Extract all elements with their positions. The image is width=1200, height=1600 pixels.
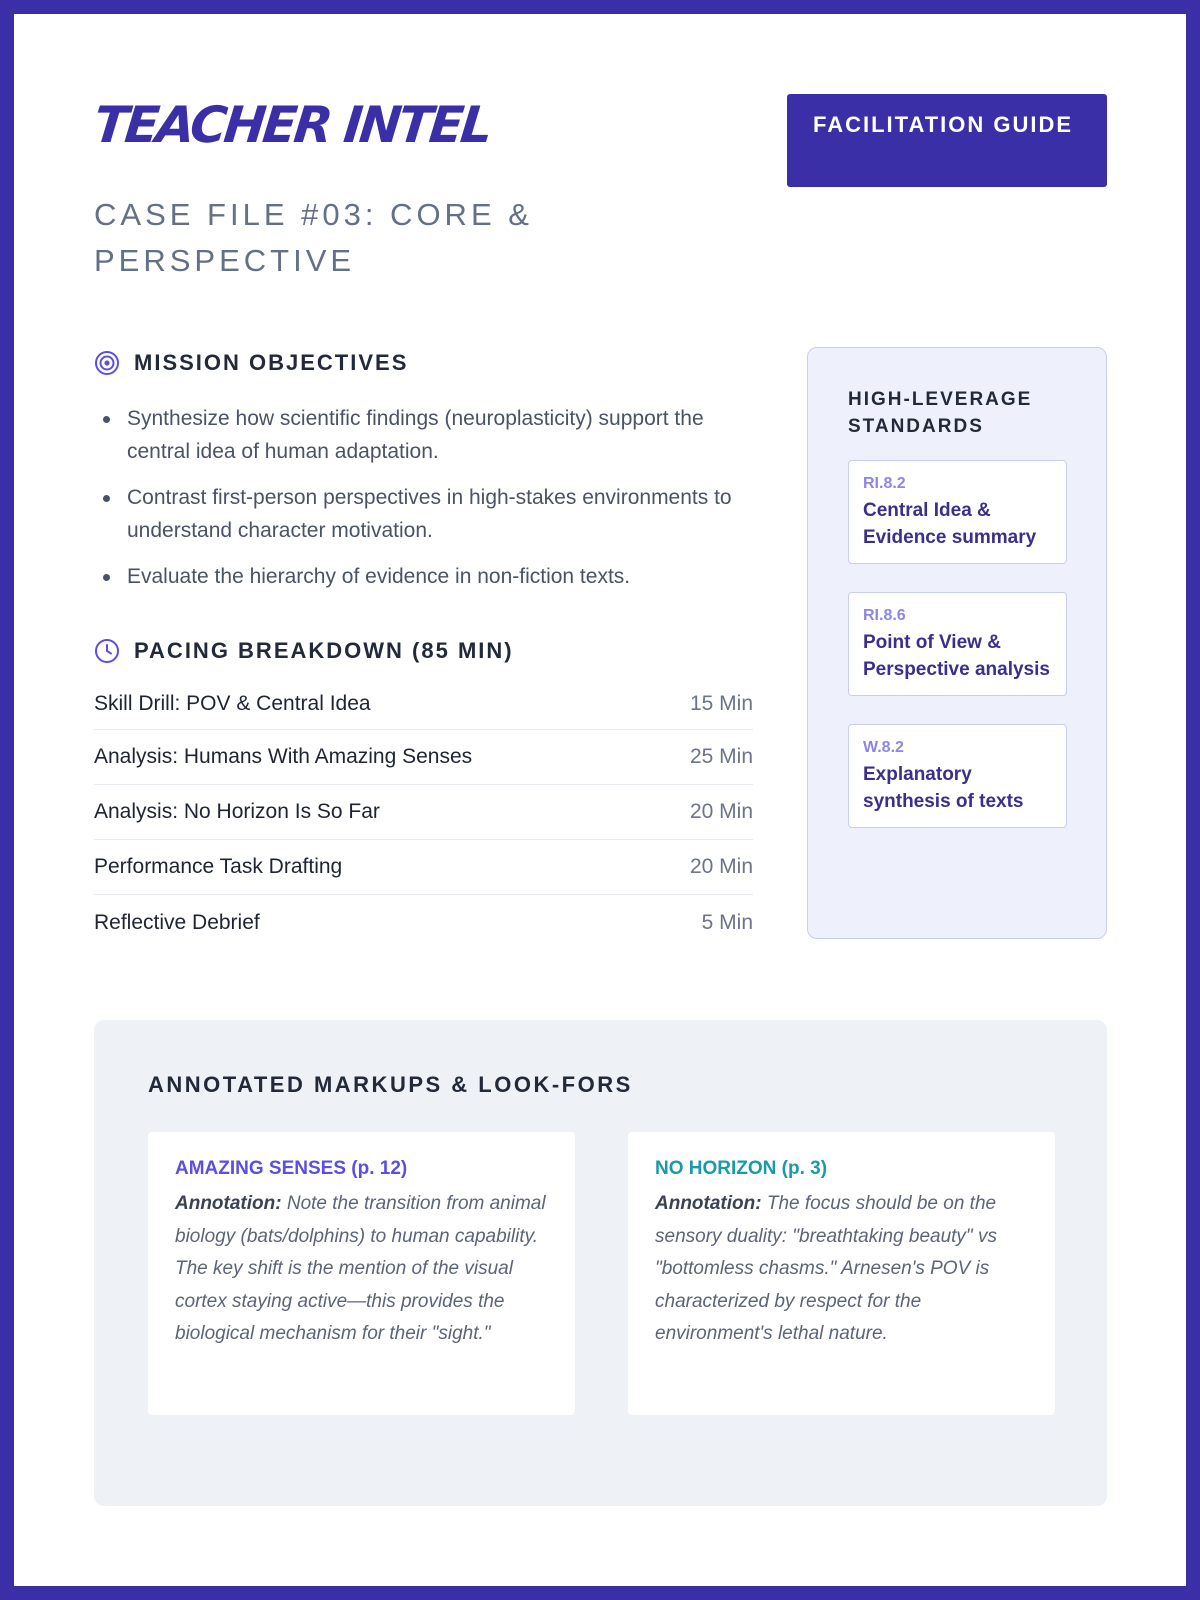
mission-objectives-title: MISSION OBJECTIVES bbox=[134, 350, 409, 375]
pacing-heading bbox=[94, 638, 514, 664]
annotation-label: Annotation: bbox=[175, 1193, 282, 1214]
pacing-activity: Performance Task Drafting bbox=[94, 855, 343, 878]
pacing-duration: 5 Min bbox=[701, 910, 753, 934]
pacing-activity: Reflective Debrief bbox=[94, 910, 260, 934]
annotation-label: Annotation: bbox=[655, 1193, 762, 1214]
markup-annotation bbox=[655, 1188, 1028, 1351]
mission-objectives-heading bbox=[94, 350, 408, 376]
clock-icon bbox=[94, 638, 120, 664]
pacing-duration: 25 Min bbox=[689, 745, 753, 768]
table-row bbox=[94, 840, 753, 895]
markup-annotation bbox=[175, 1188, 548, 1351]
pacing-activity: Skill Drill: POV & Central Idea bbox=[94, 692, 371, 715]
standard-description: Explanatory synthesis of texts bbox=[863, 764, 1024, 812]
standard-card bbox=[848, 460, 1067, 564]
pacing-title: PACING BREAKDOWN (85 MIN) bbox=[134, 638, 514, 663]
case-file-title: CASE FILE #03: CORE & PERSPECTIVE bbox=[94, 197, 533, 278]
annotation-text: The focus should be on the sensory duality: "breathtaking beauty" vs "bottomless chasms." Arnesen's POV is characterized by respect for the environment's lethal nature. bbox=[655, 1193, 997, 1344]
brand-logo: TEACHER INTEL bbox=[90, 96, 493, 154]
markup-card-amazing-senses bbox=[148, 1132, 575, 1415]
annotated-markups-panel bbox=[94, 1020, 1107, 1506]
list-item: Synthesize how scientific findings (neuroplasticity) support the central idea of human adaptation. bbox=[94, 402, 734, 468]
standard-code: RI.8.2 bbox=[863, 475, 906, 492]
standards-panel bbox=[807, 347, 1107, 939]
objectives-list bbox=[94, 402, 734, 606]
facilitation-guide-badge: FACILITATION GUIDE bbox=[787, 94, 1107, 187]
standard-description: Point of View & Perspective analysis bbox=[863, 632, 1050, 680]
pacing-table bbox=[94, 690, 753, 950]
table-row bbox=[94, 785, 753, 840]
standard-code: RI.8.6 bbox=[863, 607, 906, 624]
list-item: Evaluate the hierarchy of evidence in non-fiction texts. bbox=[94, 560, 734, 593]
standard-code: W.8.2 bbox=[863, 739, 904, 756]
markup-card-no-horizon bbox=[628, 1132, 1055, 1415]
standard-description: Central Idea & Evidence summary bbox=[863, 500, 1037, 548]
pacing-duration: 20 Min bbox=[689, 800, 753, 823]
annotation-text: Note the transition from animal biology (bats/dolphins) to human capability. The key shift is the mention of the visual cortex staying active—this provides the biological mechanism for their "sight." bbox=[175, 1193, 546, 1344]
table-row bbox=[94, 895, 753, 950]
pacing-duration: 15 Min bbox=[689, 692, 753, 715]
markup-card-title: NO HORIZON (p. 3) bbox=[655, 1158, 828, 1179]
page bbox=[14, 14, 1186, 1586]
list-item: Contrast first-person perspectives in high-stakes environments to understand character motivation. bbox=[94, 481, 734, 547]
standards-heading: HIGH-LEVERAGE STANDARDS bbox=[848, 389, 1033, 437]
standard-card bbox=[848, 592, 1067, 696]
table-row bbox=[94, 730, 753, 785]
pacing-activity: Analysis: No Horizon Is So Far bbox=[94, 800, 380, 823]
pacing-duration: 20 Min bbox=[689, 855, 753, 878]
standard-card bbox=[848, 724, 1067, 828]
target-icon bbox=[94, 350, 120, 376]
markups-heading: ANNOTATED MARKUPS & LOOK-FORS bbox=[148, 1072, 633, 1097]
markup-card-title: AMAZING SENSES (p. 12) bbox=[175, 1158, 408, 1179]
table-row bbox=[94, 679, 753, 730]
pacing-activity: Analysis: Humans With Amazing Senses bbox=[94, 745, 473, 768]
